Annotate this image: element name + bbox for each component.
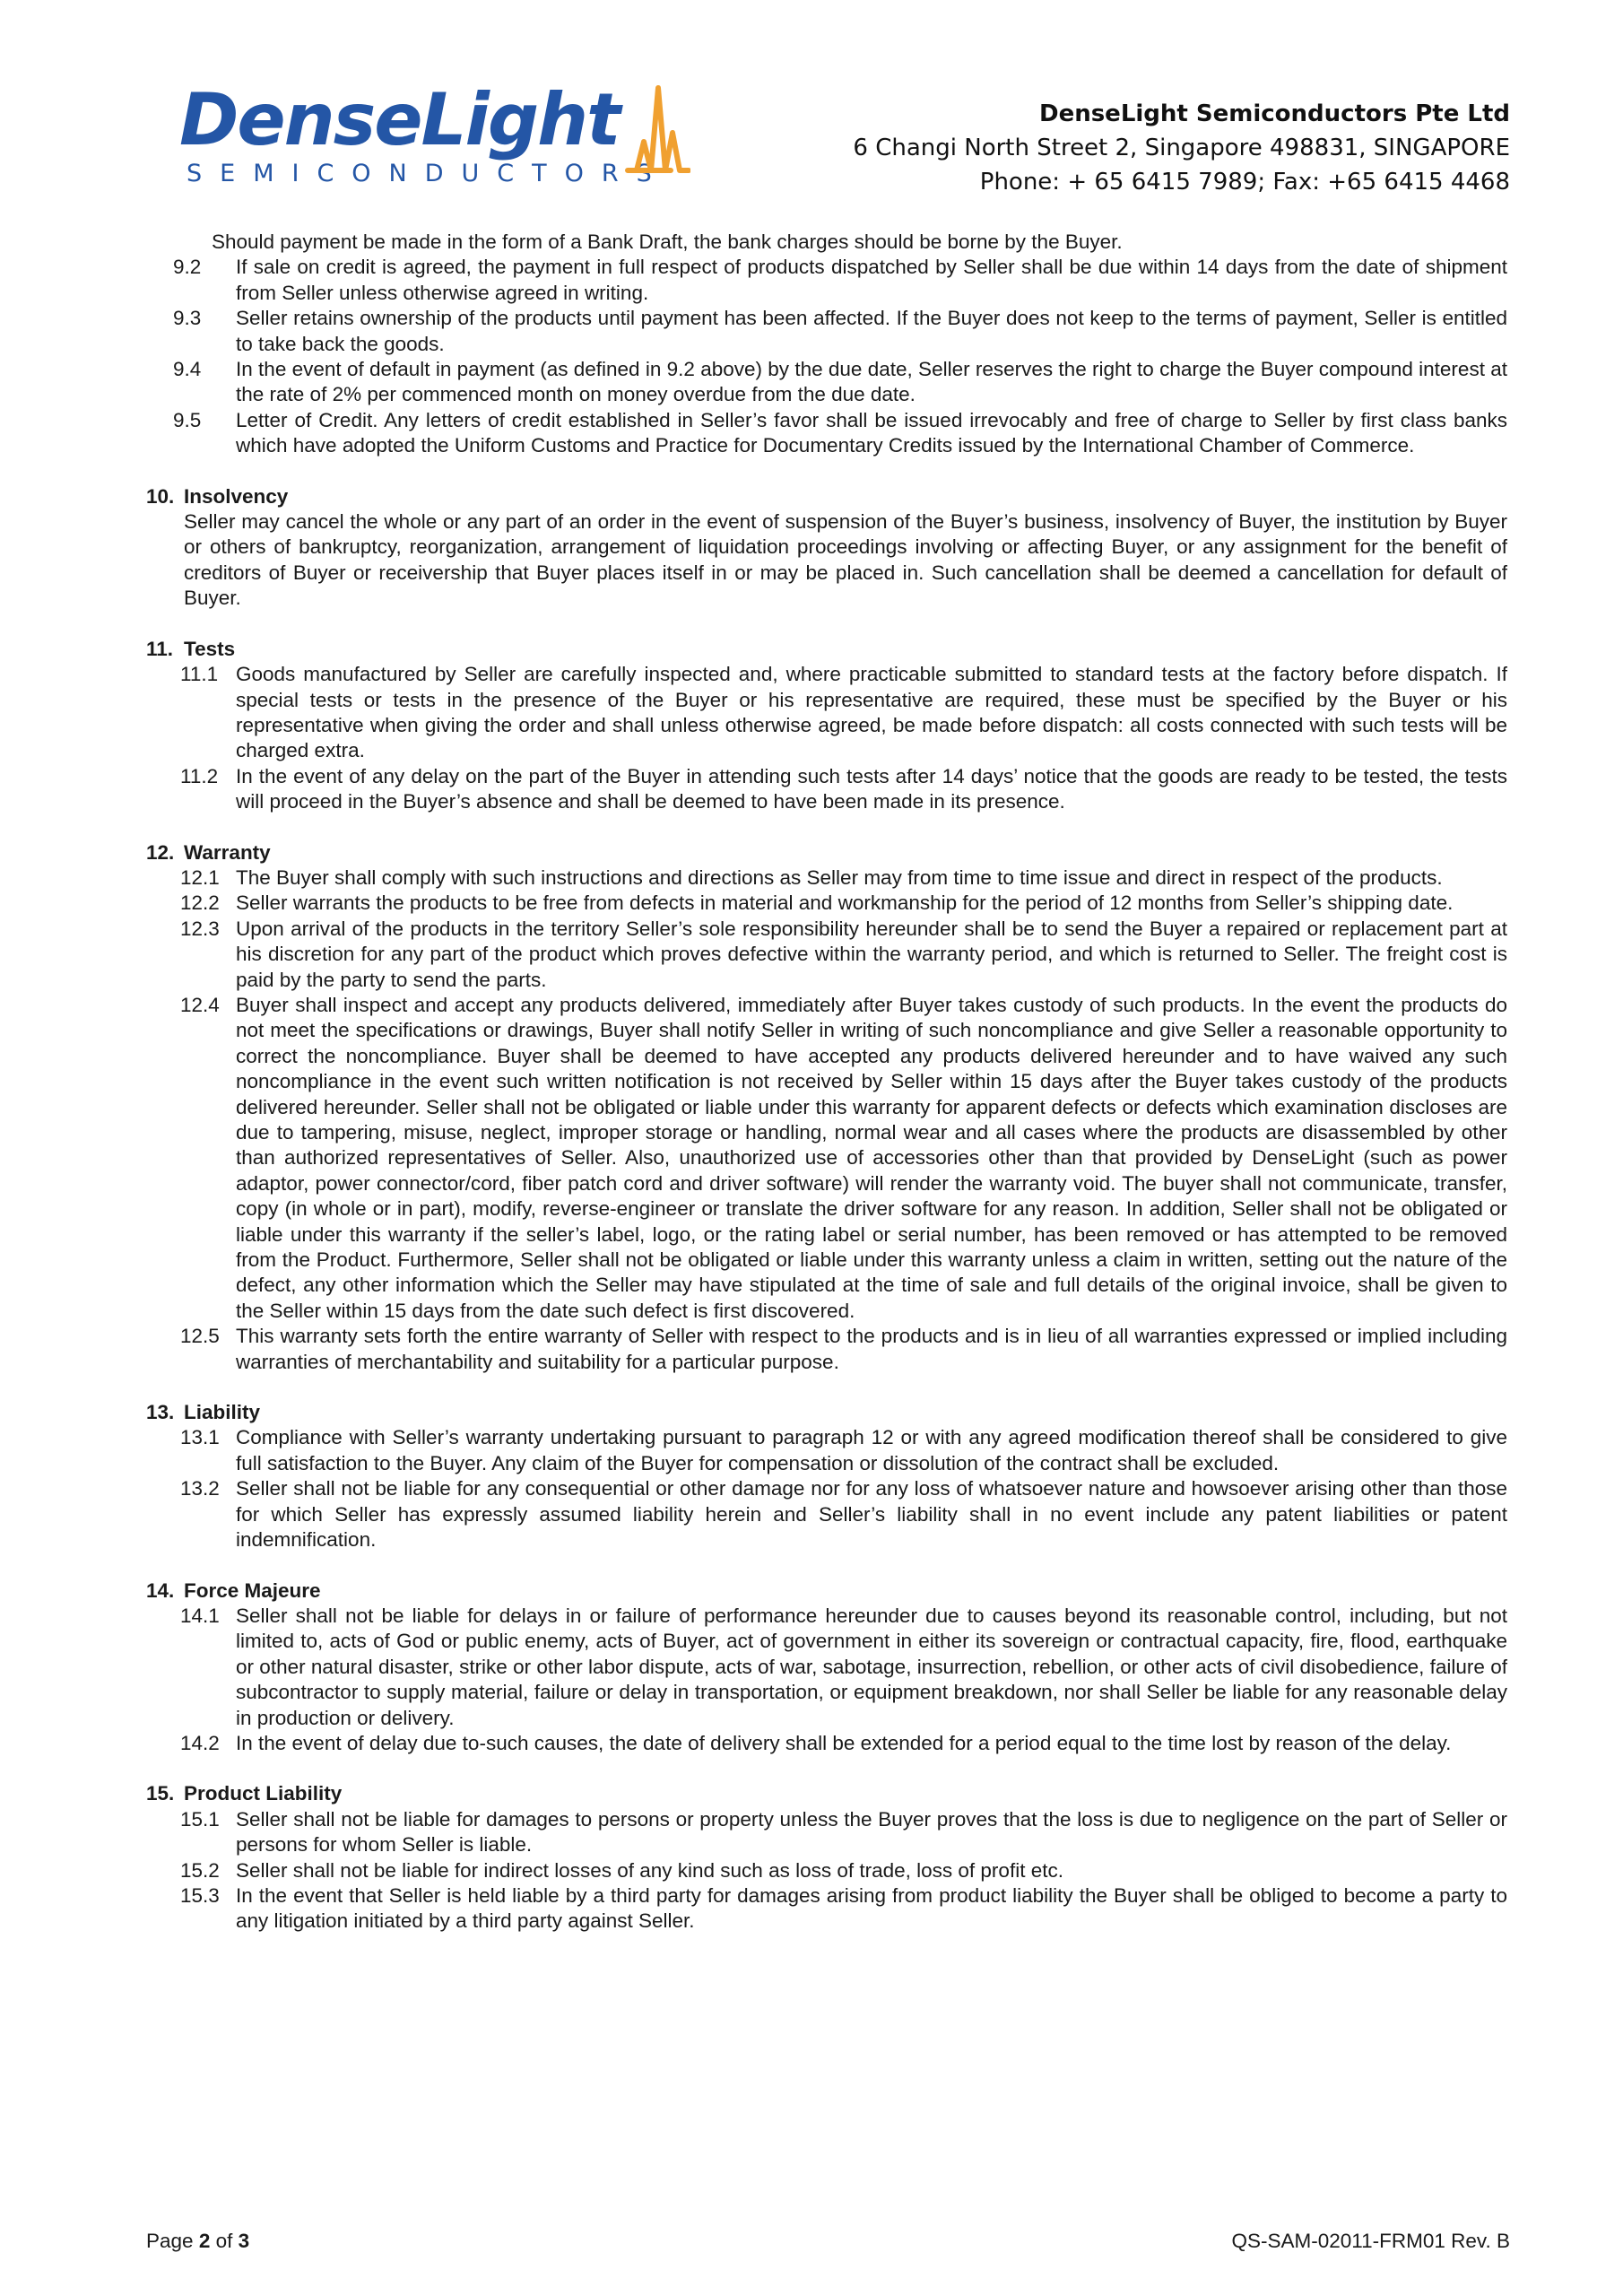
clause-text: If sale on credit is agreed, the payment in full respect of products dispatched by Seller shall be due within 14 days from the date of shipment from Seller unless otherwise agreed in writing. — [236, 256, 1507, 304]
section-number: 11. — [146, 637, 174, 660]
clause-text: Goods manufactured by Seller are carefully inspected and, where practicable submitted to standard tests at the factory before dispatch. If special tests or tests in the presence of the Buyer or his representative are required, these must be specified by the Buyer or his representative when giving the order and shall unless otherwise agreed, be made before dispatch: all costs connected with such tests will be charged extra. — [236, 663, 1507, 762]
clause-number: 9.5 — [173, 408, 202, 431]
document-code: QS-SAM-02011-FRM01 Rev. B — [1231, 2230, 1510, 2252]
clause-14-1 — [146, 1604, 1507, 1731]
clause-number: 13.2 — [180, 1477, 220, 1500]
clause-11-1 — [146, 662, 1507, 764]
section-heading — [146, 1578, 1507, 1604]
clause-number: 12.2 — [180, 891, 220, 915]
clause-14-2 — [146, 1731, 1507, 1756]
logo-subtitle: SEMICONDUCTORS — [187, 160, 670, 187]
clause-9-2 — [146, 255, 1507, 306]
clause-11-2 — [146, 764, 1507, 815]
clause-text: Seller warrants the products to be free from defects in material and workmanship for the period of 12 months from Seller’s shipping date. — [236, 891, 1454, 915]
clause-number: 11.2 — [180, 764, 219, 787]
section-tests — [146, 637, 1507, 815]
clause-9-3 — [146, 306, 1507, 357]
page-number — [146, 2230, 249, 2253]
clause-text: This warranty sets forth the entire warranty of Seller with respect to the products and is in lieu of all warranties expressed or implied including warranties of merchantability and suitability for a particular purpose. — [236, 1325, 1507, 1373]
section-title: Warranty — [184, 840, 271, 864]
company-info — [853, 97, 1510, 199]
company-address: 6 Changi North Street 2, Singapore 498831, SINGAPORE — [853, 135, 1510, 161]
clause-text: Buyer shall inspect and accept any products delivered, immediately after Buyer takes custody of such products. In the event the products do not meet the specifications or drawings, Buyer shall notify Seller in writing of such noncompliance and give Seller a reasonable opportunity to correct the noncompliance. Buyer shall be deemed to have accepted any products delivered hereunder and to have waived any such noncompliance in the event such written notification is not received by Seller within 15 days after the Buyer takes custody of the products delivered hereunder. Seller shall not be obligated or liable under this warranty for apparent defects or defects which examination discloses are due to tampering, misuse, neglect, improper storage or handling, normal wear and all cases where the products are disassembled by other than authorized representatives of Seller. Also, unauthorized use of accessories other than that provided by DenseLight (such as power adaptor, power connector/cord, fiber patch cord and driver software) will render the warranty void. The buyer shall not communicate, transfer, copy (in whole or in part), modify, reverse-engineer or translate the driver software for any reason. In addition, Seller shall not be obligated or liable under this warranty if the seller’s label, logo, or the rating label or serial number, has been removed or has attempted to be removed from the Product. Furthermore, Seller shall not be obligated or liable under this warranty unless a claim in written, setting out the nature of the defect, any other information which the Seller may have stipulated at the time of sale and full details of the original invoice, shall be given to the Seller within 15 days from the date such defect is first discovered. — [236, 993, 1507, 1322]
section-text: Seller may cancel the whole or any part of an order in the event of suspension of the Buyer’s business, insolvency of Buyer, the institution by Buyer or others of bankruptcy, reorganization, arrangement of liquidation proceedings involving or affecting Buyer, or any assignment for the benefit of creditors of Buyer or receivership that Buyer places itself in or may be placed in. Such cancellation shall be deemed a cancellation for default of Buyer. — [184, 510, 1507, 610]
clause-12-5 — [146, 1324, 1507, 1375]
section-heading — [146, 484, 1507, 509]
section9-continuation: Should payment be made in the form of a Bank Draft, the bank charges should be borne by the Buyer. — [212, 230, 1123, 253]
clause-text: Compliance with Seller’s warranty undertaking pursuant to paragraph 12 or with any agreed modification thereof shall be considered to give full satisfaction to the Buyer. Any claim of the Buyer for compensation or dissolution of the contract shall be excluded. — [236, 1426, 1507, 1474]
clause-number: 9.2 — [173, 256, 202, 279]
clause-text: In the event that Seller is held liable by a third party for damages arising from product liability the Buyer shall be obliged to become a party to any litigation initiated by a third party against Seller. — [236, 1883, 1507, 1933]
clause-number: 14.1 — [180, 1604, 220, 1627]
clause-9-4 — [146, 357, 1507, 408]
clause-15-1 — [146, 1807, 1507, 1858]
clause-text: Seller shall not be liable for damages to persons or property unless the Buyer proves that the loss is due to negligence on the part of Seller or persons for whom Seller is liable. — [236, 1807, 1507, 1857]
clause-number: 14.2 — [180, 1731, 220, 1754]
clause-text: In the event of delay due to-such causes, the date of delivery shall be extended for a period equal to the time lost by reason of the delay. — [236, 1731, 1452, 1754]
page-header — [0, 0, 1623, 215]
section-heading — [146, 1781, 1507, 1806]
clause-text: Seller shall not be liable for any consequential or other damage nor for any loss of whatsoever nature and howsoever arising other than those for which Seller has expressly assumed liability herein and Seller’s liability shall in no event include any patent liabilities or patent indemnification. — [236, 1477, 1507, 1552]
clause-12-1 — [146, 865, 1507, 891]
clause-number: 12.5 — [180, 1325, 220, 1348]
section-title: Tests — [184, 637, 236, 660]
clause-12-4 — [146, 993, 1507, 1324]
clause-12-2 — [146, 891, 1507, 916]
section-number: 13. — [146, 1401, 175, 1424]
section-title: Product Liability — [184, 1782, 343, 1805]
section-number: 10. — [146, 484, 175, 508]
clause-text: Upon arrival of the products in the territory Seller’s sole responsibility hereunder shall be to send the Buyer a repaired or replacement part at his discretion for any part of the product which proves defective within the warranty period, and which is returned to Seller. The freight cost is paid by the party to send the parts. — [236, 917, 1507, 991]
page-current: 2 — [198, 2230, 211, 2252]
section-title: Insolvency — [184, 484, 289, 508]
section-number: 12. — [146, 840, 175, 864]
page-label: Page — [146, 2230, 194, 2252]
section-product-liability — [146, 1781, 1507, 1934]
clause-13-1 — [146, 1425, 1507, 1476]
section-liability — [146, 1400, 1507, 1552]
clause-number: 15.1 — [180, 1807, 220, 1831]
clause-number: 12.3 — [180, 917, 220, 940]
page-total: 3 — [238, 2230, 250, 2252]
section-heading — [146, 840, 1507, 865]
clause-text: Seller shall not be liable for indirect losses of any kind such as loss of trade, loss of profit etc. — [236, 1858, 1063, 1882]
section-warranty — [146, 840, 1507, 1376]
section-title: Liability — [184, 1401, 261, 1424]
page-of: of — [215, 2230, 233, 2252]
clause-text: Seller retains ownership of the products until payment has been affected. If the Buyer does not keep to the terms of payment, Seller is entitled to take back the goods. — [236, 307, 1507, 355]
document-body — [146, 230, 1507, 1935]
clause-number: 15.3 — [180, 1883, 220, 1907]
logo-wordmark: DenseLight — [179, 78, 620, 161]
clause-text: In the event of default in payment (as defined in 9.2 above) by the due date, Seller reserves the right to charge the Buyer compound interest at the rate of 2% per commenced month on money overdue from the due date. — [236, 358, 1507, 406]
clause-13-2 — [146, 1476, 1507, 1552]
clause-15-2 — [146, 1858, 1507, 1883]
section-heading — [146, 1400, 1507, 1425]
clause-text: In the event of any delay on the part of the Buyer in attending such tests after 14 days’ notice that the goods are ready to be tested, the tests will proceed in the Buyer’s absence and shall be deemed to have been made in its presence. — [236, 764, 1507, 813]
clause-number: 12.1 — [180, 865, 220, 889]
company-logo — [179, 79, 690, 196]
clause-9-5 — [146, 408, 1507, 459]
clause-number: 15.2 — [180, 1858, 220, 1882]
company-name: DenseLight Semiconductors Pte Ltd — [1038, 100, 1510, 127]
clause-number: 12.4 — [180, 993, 220, 1016]
clause-text: Letter of Credit. Any letters of credit established in Seller’s favor shall be issued irrevocably and free of charge to Seller by first class banks which have adopted the Uniform Customs and Practice for Documentary Credits issued by the International Chamber of Commerce. — [236, 408, 1507, 457]
clause-text: Seller shall not be liable for delays in or failure of performance hereunder due to causes beyond its reasonable control, including, but not limited to, acts of God or public enemy, acts of Buyer, act of government in either its sovereign or contractual capacity, fire, flood, earthquake or other natural disaster, strike or other labor dispute, acts of war, sabotage, insurrection, rebellion, or other acts of civil disobedience, failure of subcontractor to supply material, failure or delay in transportation, or equipment breakdown, nor shall Seller be liable for any reasonable delay in production or delivery. — [236, 1604, 1507, 1729]
clause-number: 9.3 — [173, 307, 202, 330]
clause-15-3 — [146, 1883, 1507, 1935]
section-heading — [146, 637, 1507, 662]
section-number: 15. — [146, 1782, 175, 1805]
clause-number: 13.1 — [180, 1426, 220, 1449]
section-title: Force Majeure — [184, 1578, 321, 1602]
clause-number: 11.1 — [180, 663, 219, 686]
company-contact: Phone: + 65 6415 7989; Fax: +65 6415 4468 — [979, 169, 1510, 196]
section-number: 14. — [146, 1578, 175, 1602]
clause-number: 9.4 — [173, 358, 202, 381]
clause-12-3 — [146, 917, 1507, 993]
logo-pulse-icon — [179, 79, 690, 196]
clause-text: The Buyer shall comply with such instructions and directions as Seller may from time to time issue and direct in respect of the products. — [236, 865, 1443, 889]
section-insolvency — [146, 484, 1507, 612]
section-force-majeure — [146, 1578, 1507, 1757]
